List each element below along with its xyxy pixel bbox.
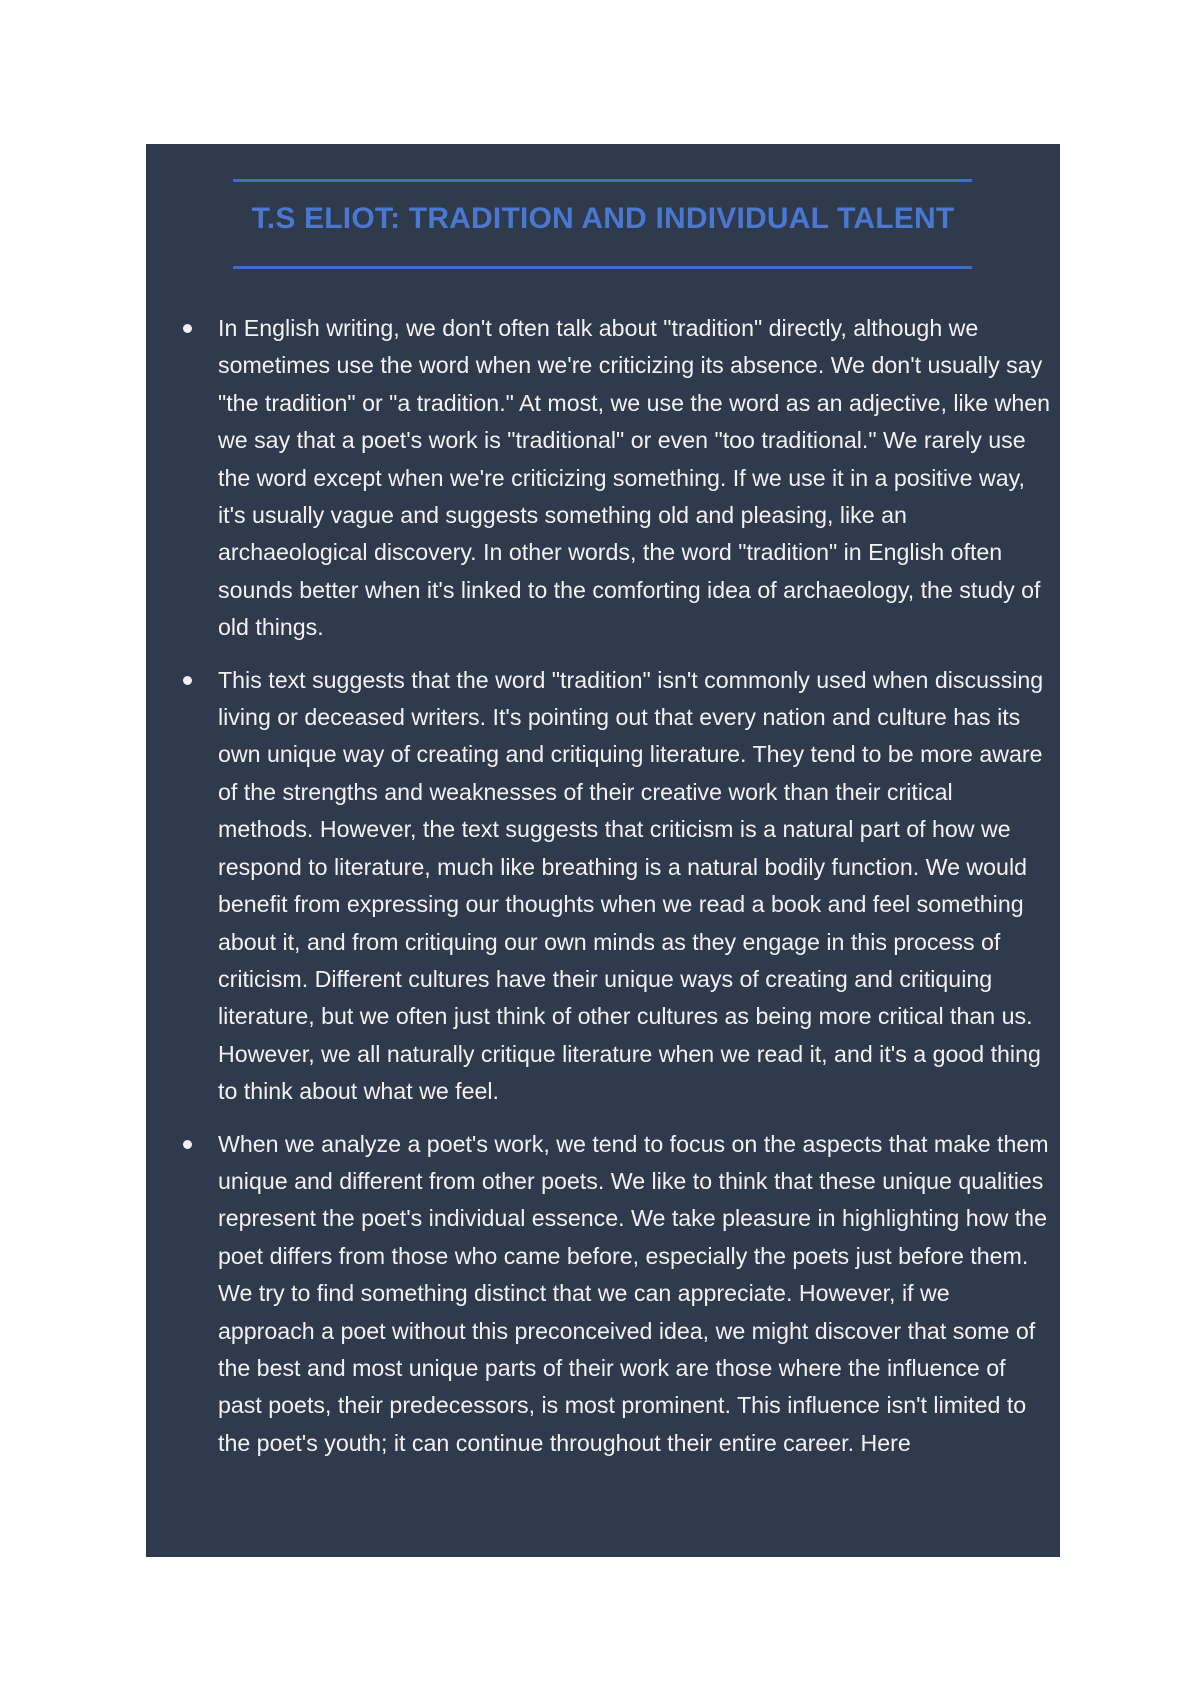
title-top-rule	[233, 179, 972, 182]
bullet-dot-icon	[183, 324, 192, 333]
bullet-dot-icon	[183, 676, 192, 685]
title-bottom-rule	[233, 266, 972, 269]
document-panel	[146, 144, 1060, 1557]
bullet-text: This text suggests that the word "tradition" isn't commonly used when discussing living or deceased writers. It's pointing out that every nation and culture has its own unique way of creating and critiquing literature. They tend to be more aware of the strengths and weaknesses of their creative work than their critical methods. However, the text suggests that criticism is a natural part of how we respond to literature, much like breathing is a natural bodily function. We would benefit from expressing our thoughts when we read a book and feel something about it, and from critiquing our own minds as they engage in this process of criticism. Different cultures have their unique ways of creating and critiquing literature, but we often just think of other cultures as being more critical than us. However, we all naturally critique literature when we read it, and it's a good thing to think about what we feel.	[218, 666, 1044, 1105]
bullet-dot-icon	[183, 1140, 192, 1149]
bullet-item	[146, 1126, 1060, 1463]
document-title: T.S ELIOT: TRADITION AND INDIVIDUAL TALENT	[251, 202, 955, 235]
bullet-text: In English writing, we don't often talk about "tradition" directly, although we sometimes use the word when we're criticizing its absence. We don't usually say "the tradition" or "a tradition." At most, we use the word as an adjective, like when we say that a poet's work is "traditional" or even "too traditional." We rarely use the word except when we're criticizing something. If we use it in a positive way, it's usually vague and suggests something old and pleasing, like an archaeological discovery. In other words, the word "tradition" in English often sounds better when it's linked to the comforting idea of archaeology, the study of old things.	[218, 315, 1051, 641]
bullet-text: When we analyze a poet's work, we tend to focus on the aspects that make them unique and different from other poets. We like to think that these unique qualities represent the poet's individual essence. We take pleasure in highlighting how the poet differs from those who came before, especially the poets just before them. We try to find something distinct that we can appreciate. However, if we approach a poet without this preconceived idea, we might discover that some of the best and most unique parts of their work are those where the influence of past poets, their predecessors, is most prominent. This influence isn't limited to the poet's youth; it can continue throughout their entire career. Here	[218, 1130, 1049, 1456]
bullet-list	[146, 310, 1060, 1477]
bullet-item	[146, 310, 1060, 647]
bullet-item	[146, 662, 1060, 1111]
